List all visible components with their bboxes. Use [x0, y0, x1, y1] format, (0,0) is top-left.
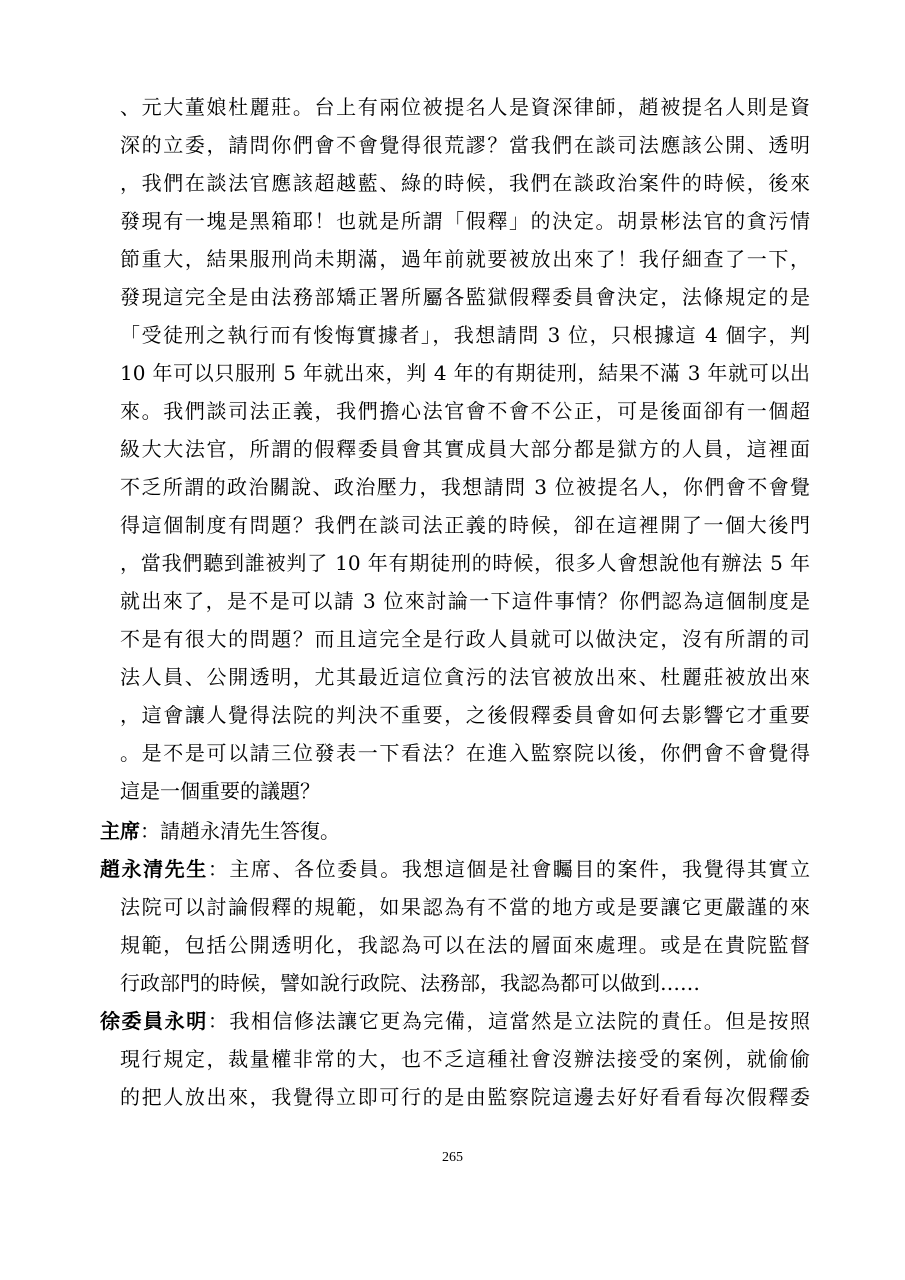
text-line: ，這會讓人覺得法院的判決不重要，之後假釋委員會如何去影響它才重要	[120, 703, 810, 727]
text-line: ，當我們聽到誰被判了 10 年有期徒刑的時候，很多人會想說他有辦法 5 年	[120, 551, 810, 575]
text-line: 深的立委，請問你們會不會覺得很荒謬？當我們在談司法應該公開、透明	[120, 133, 810, 157]
text-line: 發現有一塊是黑箱耶！也就是所謂「假釋」的決定。胡景彬法官的貪污情	[120, 209, 810, 233]
text-line: 來。我們談司法正義，我們擔心法官會不會不公正，可是後面卻有一個超	[120, 399, 810, 423]
hsu-statement-first-line	[100, 1008, 810, 1034]
text-line: 不是有很大的問題？而且這完全是行政人員就可以做決定，沒有所謂的司	[120, 627, 810, 651]
text-line: 就出來了，是不是可以請 3 位來討論一下這件事情？你們認為這個制度是	[120, 589, 810, 613]
text-line: 「受徒刑之執行而有悛悔實據者」，我想請問 3 位，只根據這 4 個字，判	[120, 323, 810, 347]
text-line: 10 年可以只服刑 5 年就出來，判 4 年的有期徒刑，結果不滿 3 年就可以出	[120, 361, 810, 385]
text-line: 這是一個重要的議題？	[120, 779, 320, 803]
text-line: 、元大董娘杜麗莊。台上有兩位被提名人是資深律師，趙被提名人則是資	[120, 95, 810, 119]
text-line: 行政部門的時候，譬如說行政院、法務部，我認為都可以做到……	[120, 971, 700, 995]
speaker-name: 徐委員永明	[100, 1009, 208, 1033]
text-line: 。是不是可以請三位發表一下看法？在進入監察院以後，你們會不會覺得	[120, 741, 810, 765]
text-line: 法院可以討論假釋的規範，如果認為有不當的地方或是要讓它更嚴謹的來	[120, 895, 810, 919]
speaker-name: 趙永清先生	[100, 857, 208, 881]
text-line: 節重大，結果服刑尚未期滿，過年前就要被放出來了！我仔細查了一下，	[120, 247, 810, 271]
statement-text: ：我相信修法讓它更為完備，這當然是立法院的責任。但是按照	[207, 1009, 810, 1033]
text-line: 得這個制度有問題？我們在談司法正義的時候，卻在這裡開了一個大後門	[120, 513, 810, 537]
text-line: 級大大法官，所謂的假釋委員會其實成員大部分都是獄方的人員，這裡面	[120, 437, 810, 461]
text-line: 不乏所謂的政治關說、政治壓力，我想請問 3 位被提名人，你們會不會覺	[120, 475, 810, 499]
speaker-name: 主席	[100, 819, 140, 843]
text-line: 的把人放出來，我覺得立即可行的是由監察院這邊去好好看看每次假釋委	[120, 1085, 810, 1109]
text-line: 發現這完全是由法務部矯正署所屬各監獄假釋委員會決定，法條規定的是	[120, 285, 810, 309]
text-line: 現行規定，裁量權非常的大，也不乏這種社會沒辦法接受的案例，就偷偷	[120, 1047, 810, 1071]
text-line: 法人員、公開透明，尤其最近這位貪污的法官被放出來、杜麗莊被放出來	[120, 665, 810, 689]
page-number: 265	[442, 1150, 463, 1165]
zhao-statement-first-line	[100, 856, 810, 882]
statement-text: ：請趙永清先生答復。	[140, 819, 340, 843]
statement-text: ：主席、各位委員。我想這個是社會矚目的案件，我覺得其實立	[207, 857, 810, 881]
chair-statement	[100, 818, 810, 844]
text-line: 規範，包括公開透明化，我認為可以在法的層面來處理。或是在貴院監督	[120, 933, 810, 957]
text-line: ，我們在談法官應該超越藍、綠的時候，我們在談政治案件的時候，後來	[120, 171, 810, 195]
